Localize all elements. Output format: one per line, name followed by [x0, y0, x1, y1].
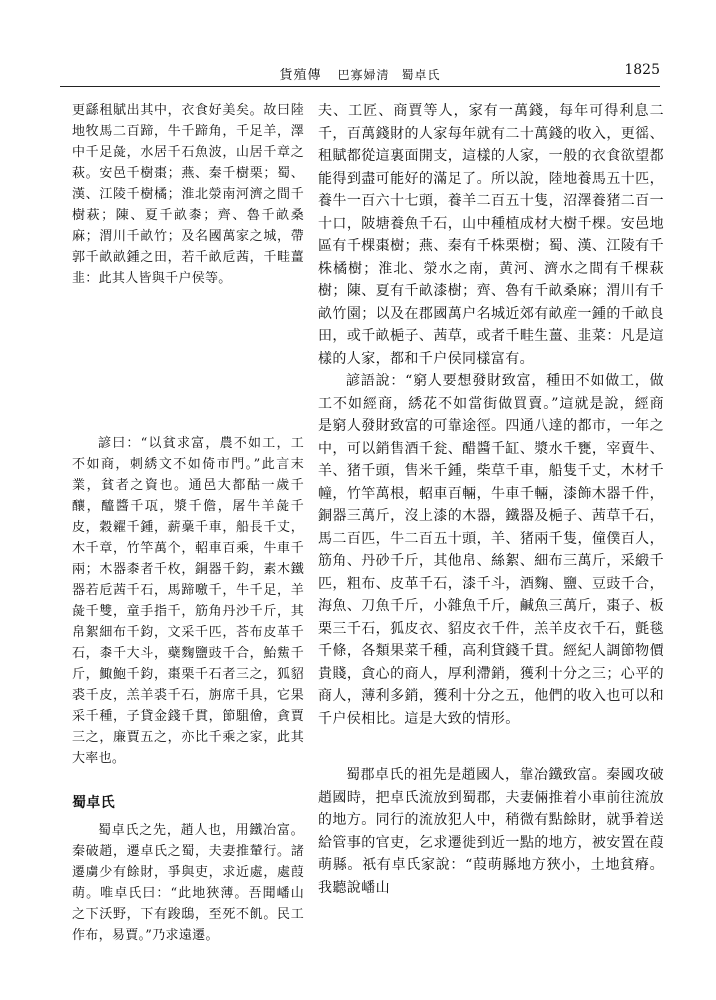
left-column-classical-text: [72, 100, 304, 946]
header-rule: [60, 86, 660, 87]
running-title-section-2: 蜀卓氏: [401, 68, 441, 82]
left-spacer-1: [72, 289, 304, 433]
section-title: 蜀卓氏: [72, 795, 115, 811]
page-header: [60, 58, 660, 98]
running-title-chapter: 貨殖傳: [279, 68, 322, 83]
running-title-section-1: 巴寡婦清: [337, 68, 390, 82]
right-paragraph-1: 夫、工匠、商賈等人，家有一萬錢，每年可得利息二千，百萬錢財的人家每年就有二十萬錢的收入，更徭、租賦都從這裏面開支，這樣的人家，一般的衣食欲望都能得到盡可能好的滿足了。所以說，陸地養馬五十匹，養牛一百六十七頭，養羊二百五十隻，沼澤養猪二百一十口，陂塘養魚千石，山中種植成材大樹千棵。安邑地區有千棵棗樹；燕、秦有千株栗樹；蜀、漢、江陵有千株橘樹；淮北、滎水之南，黄河、濟水之間有千棵萩樹；陳、夏有千畝漆樹；齊、魯有千畝桑麻；渭川有千畝竹園；以及在郡國萬户名城近郊有畝産一鍾的千畝良田，或千畝梔子、茜草，或者千畦生薑、韭菜：凡是這樣的人家，都和千户侯同樣富有。: [318, 103, 664, 367]
left-paragraph-2: 諺曰：“以貧求富，農不如工，工不如商，刺綉文不如倚市門。”此言末業，貧者之資也。通邑大都酤一歲千釀，醯醬千瓨，漿千儋，屠牛羊彘千皮，穀糴千鍾，薪稾千車，船長千丈，木千章，竹竿萬个，軺車百乘，牛車千兩；木器桼者千枚，銅器千鈞，素木鐵器若卮茜千石，馬蹄噭千，牛千足，羊彘千雙，童手指千，筋角丹沙千斤，其帛絮細布千鈞，文采千匹，荅布皮革千石，桼千大斗，蘗麴鹽豉千合，鮐鮆千斤，鯫鮑千鈞，棗栗千石者三之，狐貂裘千皮，羔羊裘千石，旃席千具，它果采千種，子貸金錢千貫，節駔儈，貪賈三之，廉賈五之，亦比千乘之家，此其大率也。: [72, 436, 304, 766]
left-spacer-2: [72, 769, 304, 793]
right-paragraph-2: 諺語說：“窮人要想發財致富，種田不如做工，做工不如經商，綉花不如當街做買賣。”這就是說，經商是窮人發財致富的可靠途徑。四通八達的都市，一年之中，可以銷售酒千瓮、醋醬千缸、漿水千甕，宰賣牛、羊、猪千頭，售米千鍾，柴草千車，船隻千丈，木材千幢，竹竿萬根，軺車百輛，牛車千輛，漆飾木器千件，銅器三萬斤，沒上漆的木器，鐵器及梔子、茜草千石，馬二百匹，牛二百五十頭，羊、猪兩千隻，僮僕百人，筋角、丹砂千斤，其他帛、絲絮、細布三萬斤，采緞千匹，粗布、皮革千石，漆千斗，酒麴、鹽、豆豉千合，海魚、刀魚千斤，小雜魚千斤，鹹魚三萬斤，棗子、板栗三千石，狐皮衣、貂皮衣千件，羔羊皮衣千石，氈毯千條，各類果菜千種，高利貸錢千貫。經紀人調節物價貴賤，貪心的商人，厚利滯銷，獲利十分之三；心平的商人，薄利多銷，獲利十分之五，他們的收入也可以和千户侯相比。這是大致的情形。: [318, 373, 664, 727]
running-head: [60, 64, 660, 83]
left-paragraph-3: 蜀卓氏之先，趙人也，用鐵冶富。秦破趙，遷卓氏之蜀，夫妻推輦行。諸遷虜少有餘財，爭與吏，求近處，處葭萌。唯卓氏曰：“此地狹薄。吾聞嶓山之下沃野，下有踆鴟，至死不飢。民工作布，易賈。”乃求遠遷。: [72, 823, 304, 943]
right-column-translation: [318, 100, 664, 899]
right-paragraph-3: 蜀郡卓氏的祖先是趙國人，靠冶鐵致富。秦國攻破趙國時，把卓氏流放到蜀郡，夫妻倆推着小車前往流放的地方。同行的流放犯人中，稍微有點餘財，就爭着送給管事的官吏，乞求遷徙到近一點的地方，被安置在葭萌縣。祇有卓氏家說：“葭萌縣地方狹小，土地貧瘠。我聽說嶓山: [318, 767, 664, 896]
right-spacer-1: [318, 730, 664, 764]
page-number: 1825: [624, 62, 660, 78]
left-paragraph-1: 更繇租賦出其中，衣食好美矣。故曰陸地牧馬二百蹄，牛千蹄角，千足羊，澤中千足彘，水居千石魚波，山居千章之萩。安邑千樹棗；燕、秦千樹栗；蜀、漢、江陵千樹橘；淮北滎南河濟之間千樹萩；陳、夏千畝桼；齊、魯千畝桑麻；渭川千畝竹；及名國萬家之城，帶郭千畝畝鍾之田，若千畝卮茜，千畦薑韭：此其人皆與千户侯等。: [72, 103, 304, 286]
